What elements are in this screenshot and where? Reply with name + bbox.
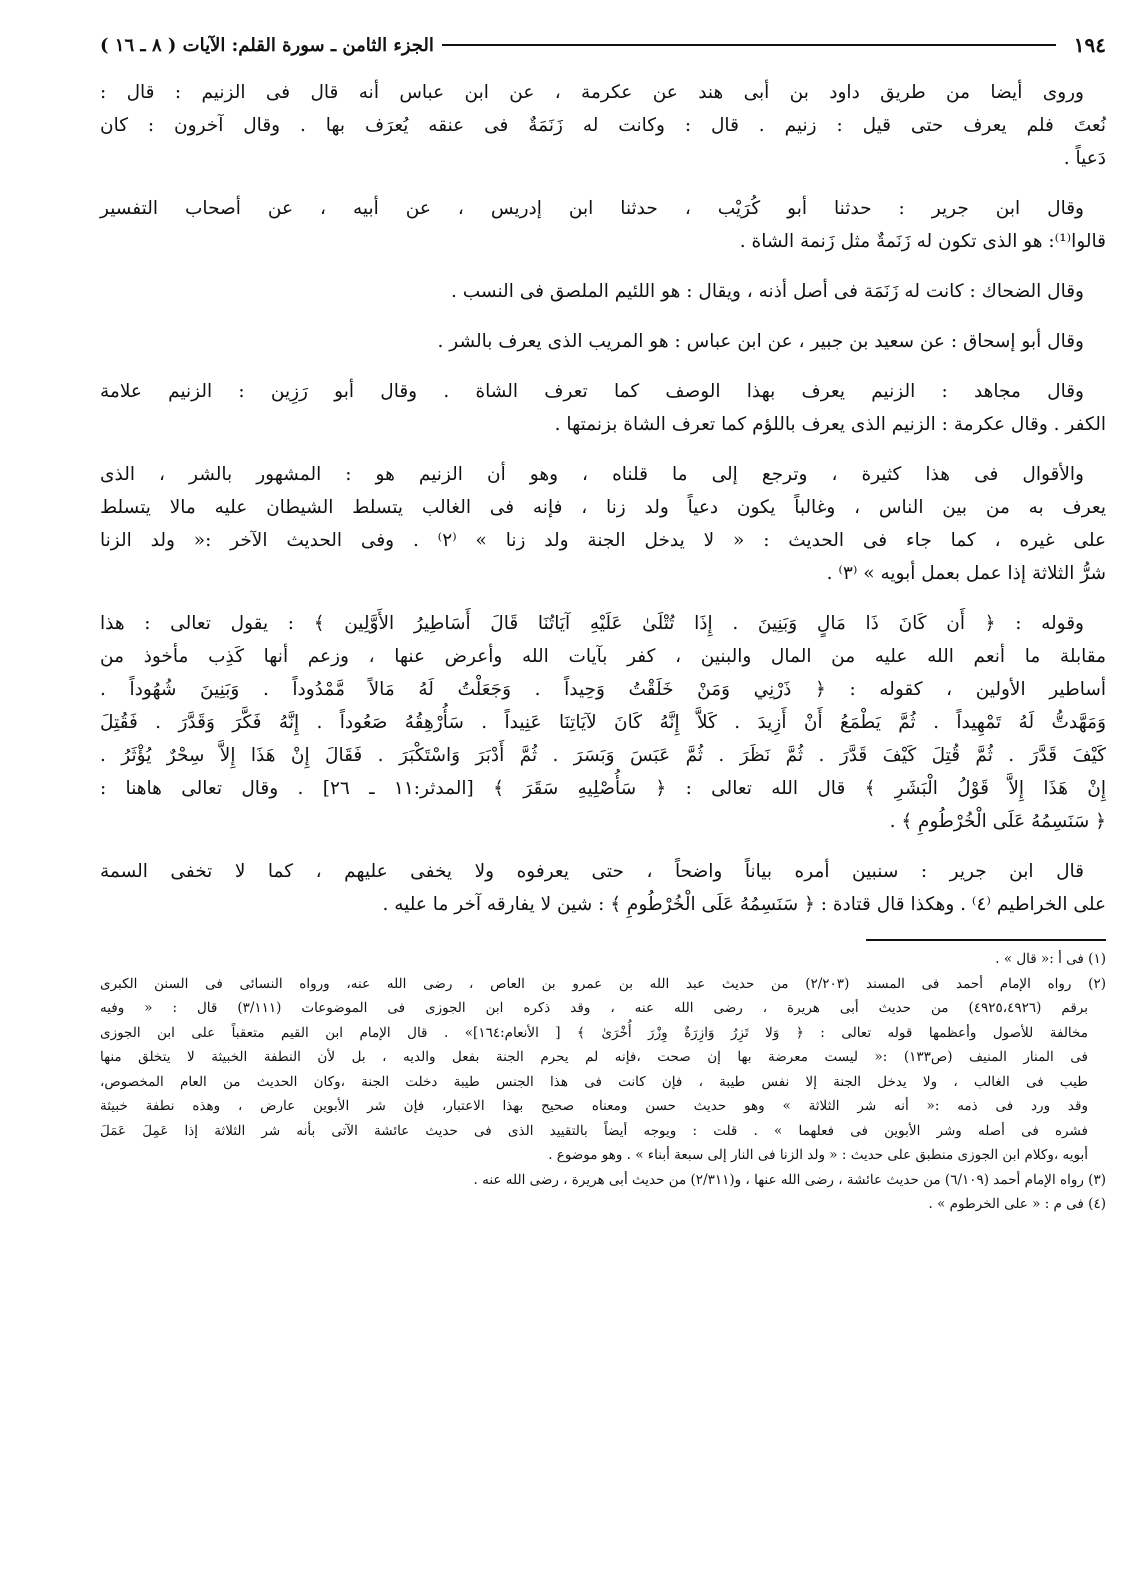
paragraph [100, 607, 1106, 838]
text-line: وَمَهَّدتُّ لَهُ تَمْهِيداً . ثُمَّ يَطْمَعُ أَنْ أَزِيدَ . كَلاَّ إِنَّهُ كَانَ لآيَاتِنَا عَنِيداً . سَأُرْهِقُهُ صَعُوداً . إِنَّهُ فَكَّرَ وَقَدَّرَ . فَقُتِلَ [100, 712, 1106, 733]
text-line: الكفر . وقال عكرمة : الزنيم الذى يعرف باللؤم كما تعرف الشاة بزنمتها . [554, 414, 1106, 435]
footnote-line: (٢) رواه الإمام أحمد فى المسند (٢/٢٠٣) من حديث عبد الله بن عمرو بن العاص ، رضى الله عنه، ورواه النسائى فى السنن الكبرى [100, 975, 1106, 992]
footnote-line: طيب فى الغالب ، ولا يدخل الجنة إلا نفس طيبة ، فإن كانت فى هذا الجنس طيبة دخلت الجنة ،وكان الحديث من العام المخصوص، [100, 1073, 1088, 1090]
text-line: مقابلة ما أنعم الله عليه من المال والبنين ، كفر بآيات الله وأعرض عنها ، وزعم أنها كَذِب مأخوذ من [100, 646, 1106, 667]
text-line: وقال أبو إسحاق : عن سعيد بن جبير ، عن ابن عباس : هو المريب الذى يعرف بالشر . [437, 331, 1084, 352]
paragraph [100, 375, 1106, 441]
footnote-line: (٤) فى م : « على الخرطوم » . [928, 1196, 1106, 1212]
text-line: كَيْفَ قَدَّرَ . ثُمَّ قُتِلَ كَيْفَ قَدَّرَ . ثُمَّ نَظَرَ . ثُمَّ عَبَسَ وَبَسَرَ . ثُمَّ أَدْبَرَ وَاسْتَكْبَرَ . فَقَالَ إِنْ هَذَا إِلاَّ سِحْرٌ يُؤْثَرُ . [100, 745, 1106, 766]
paragraph [100, 275, 1106, 308]
paragraph [100, 325, 1106, 358]
header-title: الجزء الثامن ـ سورة القلم: الآيات ( ٨ ـ ١٦ ) [100, 34, 434, 56]
footnote [100, 947, 1106, 972]
footnote [100, 1192, 1106, 1217]
text-line: يعرف به من بين الناس ، وغالباً يكون دعياً ولد زنا ، فإنه فى الغالب يتسلط الشيطان عليه مالا يتسلط [100, 497, 1106, 518]
footnote-separator [866, 939, 1106, 941]
paragraph [100, 855, 1106, 921]
footnote-line: أبويه ،وكلام ابن الجوزى منطبق على حديث : « ولد الزنا فى النار إلى سبعة أبناء » . وهو موضوع . [548, 1147, 1088, 1163]
header-rule [442, 44, 1056, 46]
text-line: نُعتَ فلم يعرف حتى قيل : زنيم . قال : وكانت له زَنَمَةٌ فى عنقه يُعرَف بها . وقال آخرون : كان [100, 115, 1106, 136]
footnote-line: فى المنار المنيف (ص١٣٣) :« ليست معرضة بها إن صحت ،فإنه لم يحرم الجنة بفعل والديه ، بل لأن النطفة الخبيثة لا يتخلق منها [100, 1049, 1088, 1065]
text-line: ﴿ سَنَسِمُهُ عَلَى الْخُرْطُومِ ﴾ . [889, 811, 1106, 832]
text-line: وقال مجاهد : الزنيم يعرف بهذا الوصف كما تعرف الشاة . وقال أبو رَزِين : الزنيم علامة [100, 381, 1084, 402]
running-header [100, 28, 1106, 62]
text-line: قالوا⁽¹⁾: هو الذى تكون له زَنَمةٌ مثل زَنمة الشاة . [739, 231, 1106, 252]
text-line: إِنْ هَذَا إِلاَّ قَوْلُ الْبَشَرِ ﴾ قال الله تعالى : ﴿ سَأُصْلِيهِ سَقَرَ ﴾ [المدثر:١١ ـ ٢٦] . وقال تعالى هاهنا : [100, 778, 1106, 799]
footnote-line: (١) فى أ :« قال » . [995, 951, 1106, 967]
text-line: على غيره ، كما جاء فى الحديث : « لا يدخل الجنة ولد زنا » ⁽٢⁾ . وفى الحديث الآخر :« ولد الزنا [100, 530, 1106, 551]
book-page [100, 28, 1106, 1217]
footnote-line: برقم (٤٩٢٥،٤٩٢٦) من حديث أبى هريرة ، رضى الله عنه ، وقد ذكره ابن الجوزى فى الموضوعات (٣/١١١) قال : « وفيه [100, 1000, 1089, 1016]
text-line: قال ابن جرير : سنبين أمره بياناً واضحاً ، حتى يعرفوه ولا يخفى عليهم ، كما لا تخفى السمة [100, 861, 1084, 882]
paragraph [100, 76, 1106, 175]
text-line: شرُّ الثلاثة إذا عمل بعمل أبويه » ⁽٣⁾ . [826, 563, 1106, 584]
footnote [100, 1168, 1106, 1193]
footnote [100, 972, 1106, 1168]
footnote-line: (٣) رواه الإمام أحمد (٦/١٠٩) من حديث عائشة ، رضى الله عنها ، و(٢/٣١١) من حديث أبى هريرة ، رضى الله عنه . [473, 1171, 1106, 1188]
text-line: وقال ابن جرير : حدثنا أبو كُرَيْب ، حدثنا ابن إدريس ، عن أبيه ، عن أصحاب التفسير [100, 198, 1084, 219]
text-line: والأقوال فى هذا كثيرة ، وترجع إلى ما قلناه ، وهو أن الزنيم هو : المشهور بالشر ، الذى [100, 464, 1084, 485]
footnote-line: وقد ورد فى ذمه :« أنه شر الثلاثة » وهو حديث حسن ومعناه صحيح بهذا الاعتبار، فإن شر الأبوين عارض ، وهذه نطفة خبيثة [100, 1098, 1088, 1114]
footnotes [100, 947, 1106, 1217]
main-text [100, 76, 1106, 921]
page-number: ١٩٤ [1073, 33, 1106, 57]
text-line: أساطير الأولين ، كقوله : ﴿ ذَرْنِي وَمَنْ خَلَقْتُ وَحِيداً . وَجَعَلْتُ لَهُ مَالاً مَّمْدُوداً . وَبَنِينَ شُهُوداً . [100, 679, 1106, 700]
footnote-line: مخالفة للأصول وأعظمها قوله تعالى : ﴿ وَلا تَزِرُ وَازِرَةٌ وِزْرَ أُخْرَىٰ ﴾ [ الأنعام:١٦٤]» . قال الإمام ابن القيم متعقباً على ابن الجوزى [100, 1024, 1088, 1041]
paragraph [100, 458, 1106, 590]
text-line: دَعياً . [1063, 148, 1106, 169]
text-line: وروى أيضا من طريق داود بن أبى هند عن عكرمة ، عن ابن عباس أنه قال فى الزنيم : قال : [100, 82, 1084, 103]
paragraph [100, 192, 1106, 258]
footnote-line: فشره فى أصله وشر الأبوين فى فعلهما » . قلت : ويوجه أيضاً بالتقييد الذى فى حديث عائشة الآتى بأنه شر الثلاثة إذا عَمِلَ عَمَلَ [100, 1122, 1088, 1139]
text-line: وقوله : ﴿ أَن كَانَ ذَا مَالٍ وَبَنِينَ . إِذَا تُتْلَىٰ عَلَيْهِ آيَاتُنَا قَالَ أَسَاطِيرُ الأَوَّلِين ﴾ : يقول تعالى : هذا [100, 613, 1084, 634]
text-line: وقال الضحاك : كانت له زَنَمَة فى أصل أذنه ، ويقال : هو اللئيم الملصق فى النسب . [451, 281, 1084, 302]
text-line: على الخراطيم ⁽٤⁾ . وهكذا قال قتادة : ﴿ سَنَسِمُهُ عَلَى الْخُرْطُومِ ﴾ : شين لا يفارقه آخر ما عليه . [382, 894, 1106, 915]
